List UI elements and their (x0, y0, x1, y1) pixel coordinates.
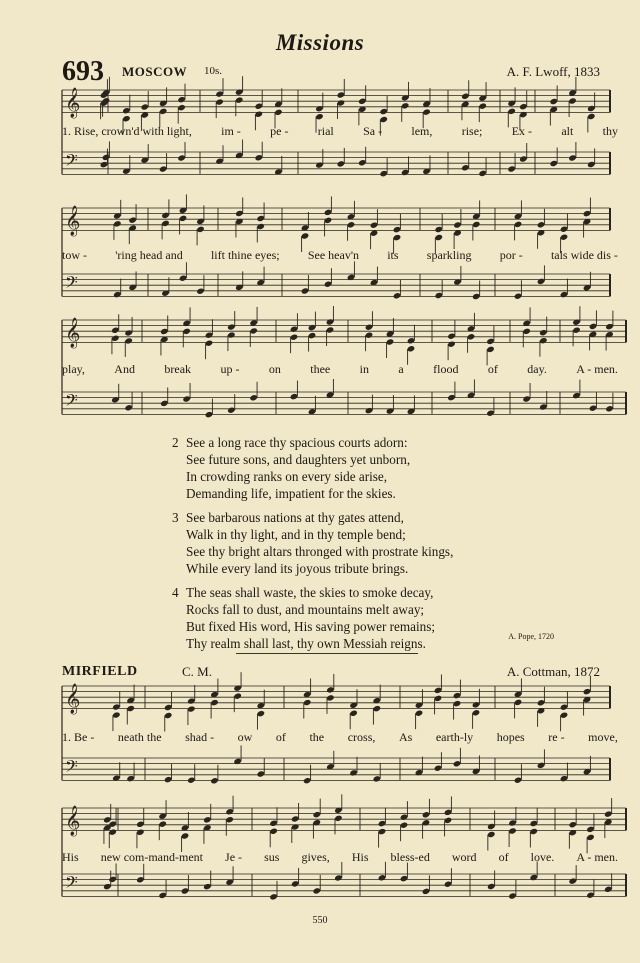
lyric-syllable: gives, (301, 850, 330, 864)
verse-line: In crowding ranks on every side arise, (186, 469, 388, 484)
hymn-number: 693 (62, 56, 104, 87)
verse-line: Thy realm shall last, thy own Messiah reigns. (186, 636, 426, 651)
lyric-syllable: new com-mand-ment (100, 850, 204, 864)
lyric-syllable: im - (221, 124, 241, 138)
treble-clef: 𝄞 (65, 318, 81, 348)
lyric-syllable: His (351, 850, 369, 864)
lyric-syllable: hopes (496, 730, 525, 744)
bass-clef: 𝄢 (65, 272, 78, 296)
lyric-syllable: lem, (411, 124, 433, 138)
lyric-syllable: rial (317, 124, 334, 138)
lyric-syllable: its (387, 248, 399, 262)
lyric-syllable: As (398, 730, 413, 744)
lyric-syllable: shad - (185, 730, 215, 744)
lyric-syllable: 'ring head and (115, 248, 183, 262)
lyric-syllable: 1. Be - (62, 730, 95, 744)
lyric-syllable: of (275, 730, 286, 744)
lyrics-line (62, 362, 618, 377)
lyric-syllable: in (359, 362, 369, 376)
bass-clef: 𝄢 (65, 872, 78, 896)
lyric-syllable: lift thine eyes; (210, 248, 280, 262)
verse-number: 2 (172, 435, 179, 450)
lyric-syllable: tals wide dis - (550, 248, 618, 262)
lyric-syllable: play, (62, 362, 85, 376)
lyrics-line (62, 248, 618, 263)
bass-clef: 𝄢 (65, 756, 78, 780)
lyric-syllable: 1. Rise, crown'd with light, (62, 124, 192, 138)
verse-line: But fixed His word, His saving power remains; (186, 619, 436, 634)
lyric-syllable: sus (264, 850, 280, 864)
lyric-syllable: move, (588, 730, 618, 744)
lyric-syllable: on (268, 362, 281, 376)
lyric-syllable: up - (220, 362, 240, 376)
lyric-syllable: Je - (225, 850, 243, 864)
lyric-syllable: A - men. (576, 850, 618, 864)
lyric-syllable: His (62, 850, 79, 864)
additional-verses (172, 434, 453, 659)
verse-line: See thy bright altars thronged with prostrate kings, (186, 544, 454, 559)
verse (172, 509, 453, 577)
lyrics-line (62, 850, 618, 865)
tune-name: MOSCOW (122, 64, 188, 79)
lyric-syllable: re - (548, 730, 565, 744)
lyric-syllable: bless-ed (390, 850, 430, 864)
page-number: 550 (312, 915, 328, 926)
verse-line: While every land its joyous tribute brings. (186, 561, 409, 576)
lyric-syllable: break (164, 362, 192, 376)
lyric-syllable: of (498, 850, 509, 864)
meter-label: 10s. (204, 65, 223, 77)
verse-line: Rocks fall to dust, and mountains melt away; (186, 602, 425, 617)
verse-line: Walk in thy light, and in thy temple bend; (186, 527, 406, 542)
bass-clef: 𝄢 (65, 390, 78, 414)
verse-number: 3 (172, 510, 179, 525)
lyric-syllable: Sa - (363, 124, 383, 138)
lyric-syllable: pe - (270, 124, 289, 138)
composer-credit: A. Cottman, 1872 (506, 664, 600, 679)
verse (172, 434, 453, 502)
lyric-syllable: sparkling (426, 248, 472, 262)
lyric-syllable: alt (561, 124, 574, 138)
lyric-syllable: ow (237, 730, 253, 744)
verse-line: Demanding life, impatient for the skies. (186, 486, 396, 501)
lyric-syllable: thee (310, 362, 331, 376)
lyrics-line (62, 124, 618, 139)
lyric-syllable: por - (499, 248, 523, 262)
lyric-syllable: And (114, 362, 135, 376)
verse-line: 3 See barbarous nations at thy gates attend, (172, 510, 404, 525)
author-credit: A. Pope, 1720 (508, 632, 554, 641)
lyric-syllable: tow - (62, 248, 87, 262)
lyric-syllable: A - men. (576, 362, 618, 376)
lyric-syllable: cross, (347, 730, 376, 744)
lyric-syllable: See heav'n (307, 248, 359, 262)
treble-clef: 𝄞 (65, 806, 81, 836)
tune-name: MIRFIELD (62, 664, 138, 679)
treble-clef: 𝄞 (65, 206, 81, 236)
lyric-syllable: Ex - (511, 124, 533, 138)
lyric-syllable: thy (602, 124, 618, 138)
verse-line: 2 See a long race thy spacious courts adorn: (172, 435, 408, 450)
treble-clef: 𝄞 (65, 88, 81, 118)
verse-line: See future sons, and daughters yet unborn, (186, 452, 411, 467)
composer-credit: A. F. Lwoff, 1833 (506, 64, 600, 79)
lyrics-line (62, 730, 618, 745)
treble-clef: 𝄞 (65, 684, 81, 714)
verse-number: 4 (172, 585, 179, 600)
lyric-syllable: rise; (461, 124, 483, 138)
lyric-syllable: flood (433, 362, 459, 376)
verse (172, 584, 453, 652)
meter-label: C. M. (182, 664, 212, 679)
verse-line: 4 The seas shall waste, the skies to smoke decay, (172, 585, 434, 600)
lyric-syllable: love. (530, 850, 555, 864)
lyric-syllable: word (451, 850, 477, 864)
lyric-syllable: day. (527, 362, 547, 376)
lyric-syllable: earth-ly (435, 730, 474, 744)
hymn-divider (236, 653, 418, 654)
bass-clef: 𝄢 (65, 150, 78, 174)
lyric-syllable: a (398, 362, 404, 376)
lyric-syllable: neath the (117, 730, 162, 744)
section-title: Missions (275, 30, 365, 55)
lyric-syllable: the (309, 730, 325, 744)
lyric-syllable: of (487, 362, 498, 376)
